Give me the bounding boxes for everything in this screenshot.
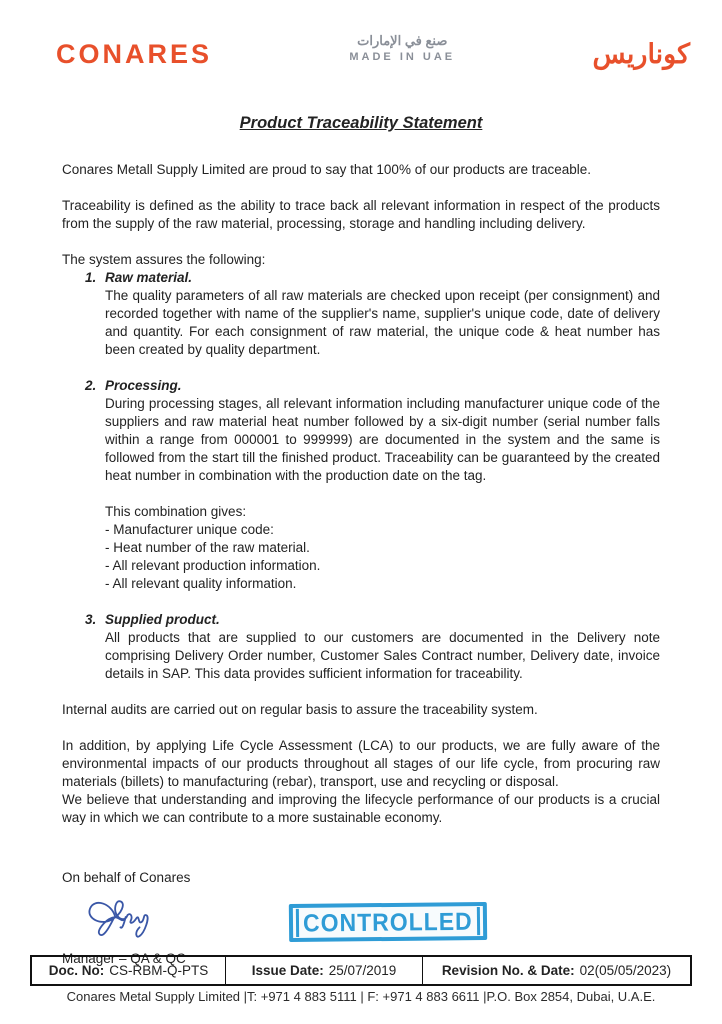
list-item-heading bbox=[85, 377, 660, 395]
page-title: Product Traceability Statement bbox=[239, 114, 483, 132]
audit-line: Internal audits are carried out on regular basis to assure the traceability system. bbox=[62, 702, 538, 717]
doc-no-cell bbox=[32, 957, 225, 984]
combination-bullet: - Manufacturer unique code: bbox=[105, 522, 274, 537]
list-item-raw-material bbox=[62, 269, 660, 359]
handwritten-signature-icon bbox=[80, 891, 180, 943]
signatory-role: Manager – QA & QC bbox=[62, 951, 186, 966]
issue-date-label: Issue Date: bbox=[251, 963, 324, 978]
combination-block bbox=[105, 503, 660, 593]
list-item-heading bbox=[85, 611, 660, 629]
issue-date-value: 25/07/2019 bbox=[328, 963, 397, 978]
believe-paragraph: We believe that understanding and improving the lifecycle performance of our products is a crucial way in which we can contribute to a more sustainable economy. bbox=[62, 792, 660, 825]
revision-value: 02(05/05/2023) bbox=[579, 963, 672, 978]
controlled-stamp bbox=[289, 902, 487, 942]
made-in-uae-arabic-text: صنع في الإمارات bbox=[357, 33, 448, 48]
assures-line: The system assures the following: bbox=[62, 252, 266, 267]
issue-date-cell bbox=[225, 957, 422, 984]
doc-no-label: Doc. No: bbox=[48, 963, 105, 978]
intro-paragraph-2: Traceability is defined as the ability to trace back all relevant information in respect of the products from the supply of the raw material, processing, storage and handling including delivery. bbox=[62, 198, 660, 231]
conares-logo: CONARES bbox=[56, 39, 213, 69]
footer-contact-line: Conares Metal Supply Limited |T: +971 4 883 5111 | F: +971 4 883 6611 |P.O. Box 2854, Dubai, U.A.E. bbox=[66, 989, 656, 1004]
list-item-number: 3. bbox=[85, 612, 97, 627]
list-item-number: 1. bbox=[85, 270, 97, 285]
list-item-supplied-product bbox=[62, 611, 660, 683]
list-item-body: During processing stages, all relevant information including manufacturer unique code of the suppliers and raw material heat number followed by a six-digit number (serial number falls within a range from 000001 to 999999) are documented in the system and the same is followed from the start till the finished product. Traceability can be guaranteed by the created heat number in combination with the production date on the tag. bbox=[105, 396, 660, 483]
list-item-title: Supplied product. bbox=[105, 612, 220, 627]
controlled-stamp-label: CONTROLLED bbox=[296, 907, 480, 937]
doc-no-value: CS-RBM-Q-PTS bbox=[109, 963, 209, 978]
revision-cell bbox=[422, 957, 690, 984]
combination-bullet: - All relevant quality information. bbox=[105, 576, 297, 591]
combination-bullet: - Heat number of the raw material. bbox=[105, 540, 310, 555]
intro-paragraph-1: Conares Metall Supply Limited are proud to say that 100% of our products are traceable. bbox=[62, 162, 592, 177]
list-item-title: Processing. bbox=[105, 378, 182, 393]
document-body bbox=[0, 114, 722, 968]
revision-label: Revision No. & Date: bbox=[441, 963, 575, 978]
combination-bullet: - All relevant production information. bbox=[105, 558, 321, 573]
made-in-uae-mark bbox=[349, 32, 455, 65]
footer-info-table bbox=[30, 955, 692, 986]
on-behalf-line: On behalf of Conares bbox=[62, 870, 191, 885]
list-item-heading bbox=[85, 269, 660, 287]
conares-arabic-logo: كوناريس bbox=[592, 39, 690, 69]
combination-intro: This combination gives: bbox=[105, 504, 247, 519]
list-item-body: The quality parameters of all raw materials are checked upon receipt (per consignment) and recorded together with name of the supplier's name, supplier's unique code, date of delivery and quantity. For each consignment of raw material, the unique code & heat number has been created by quality department. bbox=[105, 288, 660, 357]
lca-paragraph: In addition, by applying Life Cycle Assessment (LCA) to our products, we are fully aware of the environmental impacts of our products throughout all stages of our life cycle, from procuring raw materials (billets) to manufacturing (rebar), transport, use and recycling or disposal. bbox=[62, 738, 660, 789]
list-item-title: Raw material. bbox=[105, 270, 193, 285]
made-in-uae-english-text: MADE IN UAE bbox=[349, 51, 456, 63]
page-header bbox=[0, 0, 722, 70]
list-item-processing bbox=[62, 377, 660, 593]
list-item-number: 2. bbox=[85, 378, 97, 393]
list-item-body: All products that are supplied to our customers are documented in the Delivery note comprising Delivery Order number, Customer Sales Contract number, Delivery date, invoice details in SAP. This data provides sufficient information for traceability. bbox=[105, 630, 660, 681]
